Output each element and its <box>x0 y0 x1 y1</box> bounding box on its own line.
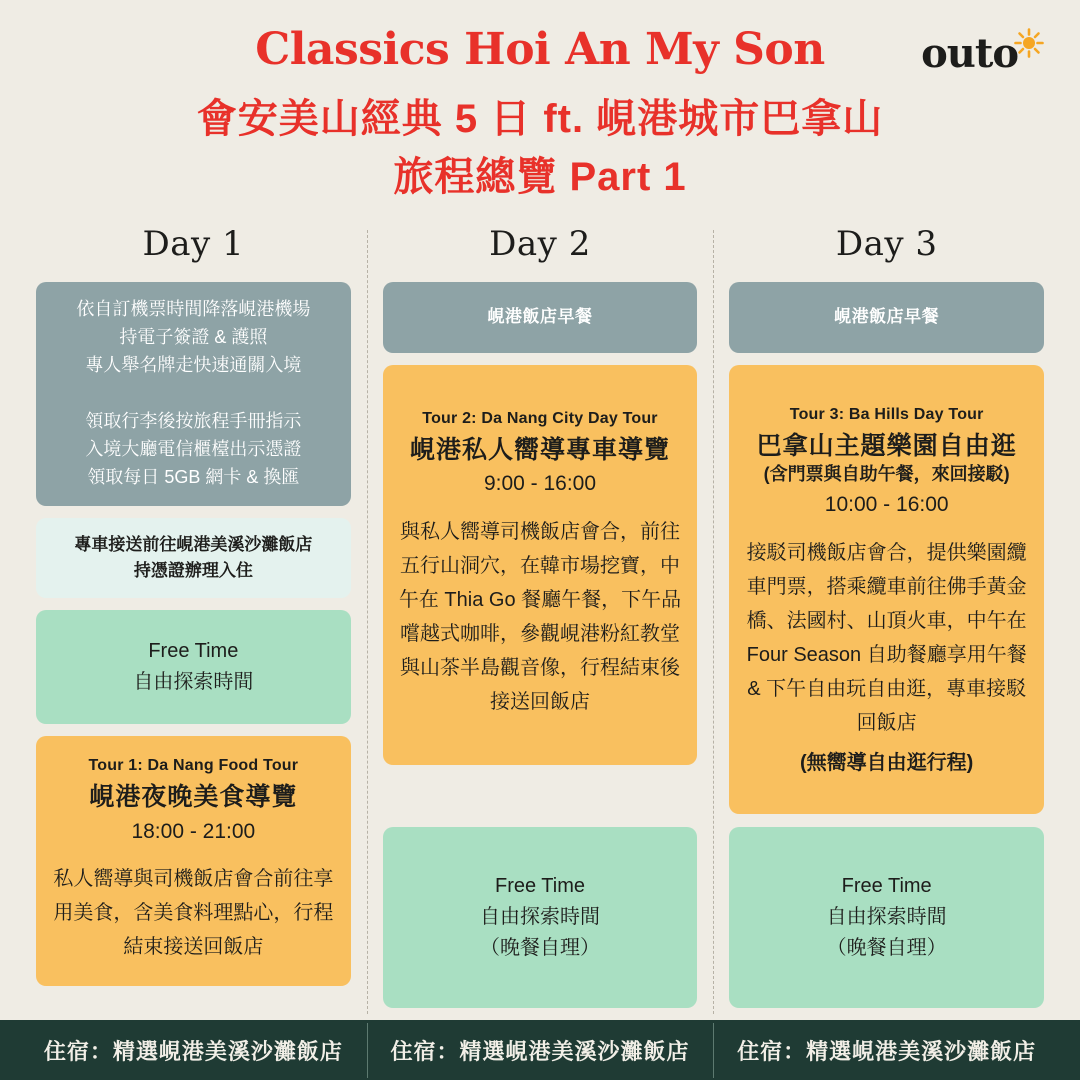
tour-desc-2: 與私人嚮導司機飯店會合，前往五行山洞穴，在韓市場挖寶，中午在 Thia Go 餐廳午餐，下午品嚐越式咖啡，參觀峴港粉紅教堂與山茶半島觀音像，行程結束後接送回飯店 <box>398 520 682 713</box>
transfer-line-2: 持憑證辦理入住 <box>133 560 253 580</box>
day-column-3 <box>713 224 1060 1020</box>
poster-header <box>0 0 1080 206</box>
arrival-line-3: 專人舉名牌走快速通關入境 <box>85 355 302 376</box>
page-title-zh-line1: 會安美山經典 5 日 ft. 峴港城市巴拿山 <box>196 97 884 142</box>
tour-name-3: 巴拿山主題樂園自由逛 <box>756 431 1017 460</box>
tour-desc-1: 私人嚮導與司機飯店會合前往享用美食，含美食料理點心，行程結束接送回飯店 <box>53 868 334 959</box>
breakfast-label-day3: 峴港飯店早餐 <box>834 307 940 327</box>
free-time-card-day2 <box>383 827 698 1008</box>
tour-label-3: Tour 3: Ba Hills Day Tour <box>789 405 984 423</box>
arrival-line-5: 領取行李後按旅程手冊指示 <box>85 410 302 431</box>
tour-time-1: 18:00 - 21:00 <box>131 819 256 843</box>
free-time-title-day2: Free Time <box>494 875 586 897</box>
tour-sub-3: (含門票與自助午餐，來回接駁) <box>763 464 1010 485</box>
tour-card-day1 <box>36 736 351 986</box>
day-title-3: Day 3 <box>835 224 938 265</box>
free-time-sub: 自由探索時間 <box>133 671 254 694</box>
free-time-note-day2: （晚餐自理） <box>480 937 600 959</box>
tour-name-2: 峴港私人嚮導專車導覽 <box>410 435 671 464</box>
sun-icon <box>1014 28 1044 58</box>
arrival-line-2: 持電子簽證 & 護照 <box>119 327 268 348</box>
free-time-title: Free Time <box>148 640 239 663</box>
tour-label-2: Tour 2: Da Nang City Day Tour <box>422 409 658 427</box>
tour-time-3: 10:00 - 16:00 <box>824 493 949 517</box>
free-time-title-day3: Free Time <box>841 875 932 897</box>
free-time-sub-day3: 自由探索時間 <box>826 906 947 928</box>
arrival-card <box>36 282 351 505</box>
arrival-spacer <box>48 380 339 408</box>
transfer-line-1: 專車接送前往峴港美溪沙灘飯店 <box>74 534 313 554</box>
free-time-card-day1 <box>36 610 351 724</box>
page-title-zh <box>0 90 1080 206</box>
day-title-1: Day 1 <box>142 224 245 265</box>
accommodation-day1: 住宿：精選峴港美溪沙灘飯店 <box>43 1038 343 1064</box>
arrival-line-1: 依自訂機票時間降落峴港機場 <box>76 299 311 320</box>
brand-name: outo <box>921 30 1018 77</box>
tour-time-2: 9:00 - 16:00 <box>483 472 597 496</box>
tour-label-1: Tour 1: Da Nang Food Tour <box>88 757 299 775</box>
day-columns <box>0 206 1080 1020</box>
day-column-1 <box>20 224 367 1020</box>
breakfast-card-day3 <box>729 282 1044 352</box>
tour-desc-3: 接駁司機飯店會合，提供樂園纜車門票，搭乘纜車前往佛手黃金橋、法國村、山頂火車，中午在 Four Season 自助餐廳享用午餐 & 下午自由玩自由逛，專車接駁回飯店 <box>746 541 1027 734</box>
accommodation-day3: 住宿：精選峴港美溪沙灘飯店 <box>713 1035 1060 1066</box>
accommodation-footer <box>0 1020 1080 1080</box>
column-spacer-2 <box>383 777 698 827</box>
transfer-checkin-card <box>36 518 351 599</box>
page-title-en: Classics Hoi An My Son <box>255 24 825 75</box>
arrival-line-6: 入境大廳電信櫃檯出示憑證 <box>85 438 302 459</box>
accommodation-day2: 住宿：精選峴港美溪沙灘飯店 <box>367 1035 714 1066</box>
day-title-2: Day 2 <box>489 224 591 265</box>
tour-name-1: 峴港夜晚美食導覽 <box>89 783 298 812</box>
breakfast-card-day2 <box>383 282 698 352</box>
arrival-line-7: 領取每日 5GB 網卡 & 換匯 <box>87 466 300 487</box>
tour-card-day3 <box>729 365 1044 814</box>
tour-note-3: (無嚮導自由逛行程) <box>800 751 974 774</box>
tour-card-day2 <box>383 365 698 765</box>
free-time-card-day3 <box>729 827 1044 1008</box>
day-column-2 <box>367 224 714 1020</box>
brand-logo <box>921 30 1044 77</box>
breakfast-label-day2: 峴港飯店早餐 <box>487 307 593 327</box>
free-time-sub-day2: 自由探索時間 <box>480 906 600 928</box>
free-time-note-day3: （晚餐自理） <box>826 937 947 959</box>
page-title-zh-line2: 旅程總覽 Part 1 <box>393 155 687 200</box>
